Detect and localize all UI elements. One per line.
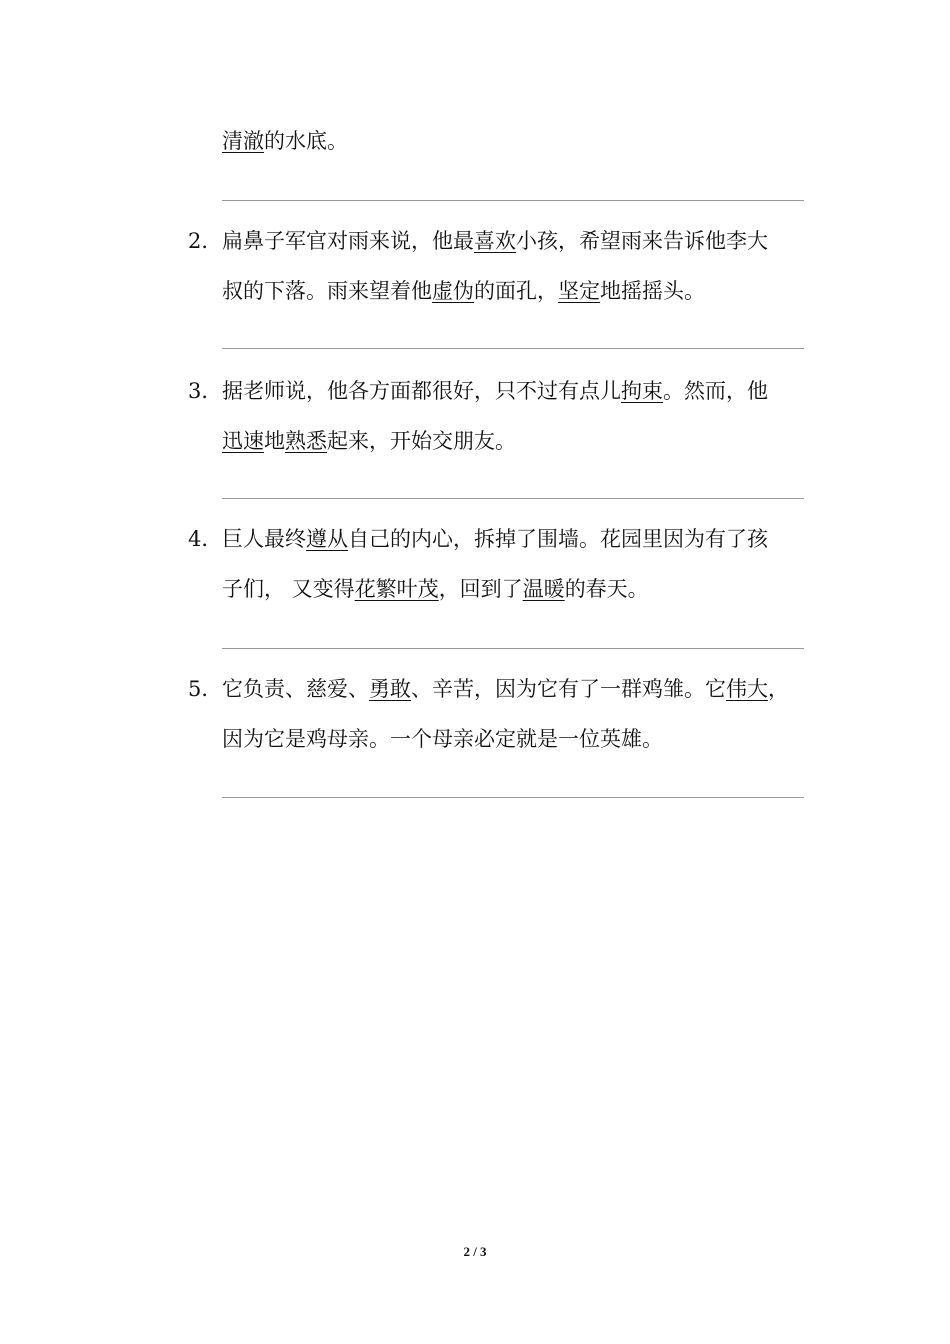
question-number: 4． <box>188 527 223 551</box>
text-segment: 据老师说，他各方面都很好，只不过有点儿 <box>222 379 621 403</box>
text-segment: 地摇摇头。 <box>600 279 705 303</box>
question-text-line <box>222 126 822 156</box>
question-text-line <box>222 376 822 406</box>
underlined-word: 花繁叶茂 <box>354 577 439 601</box>
question-text-line <box>222 574 822 604</box>
underlined-word: 拘束 <box>621 379 663 403</box>
text-segment: 的水底。 <box>264 129 348 153</box>
text-segment: 子们， 又变得 <box>222 577 355 601</box>
text-segment: ， <box>768 677 789 701</box>
question-number: 3． <box>188 379 223 403</box>
underlined-word: 清澈 <box>222 129 264 153</box>
answer-line <box>222 348 804 349</box>
question-text-line <box>222 524 822 554</box>
text-segment: 的春天。 <box>564 577 649 601</box>
question-text-line <box>222 426 822 456</box>
underlined-word: 迅速 <box>222 429 264 453</box>
text-segment: 地 <box>264 429 285 453</box>
text-segment: 。然而，他 <box>663 379 768 403</box>
underlined-word: 伟大 <box>726 677 768 701</box>
question-text-line <box>222 674 822 704</box>
underlined-word: 勇敢 <box>369 677 411 701</box>
question-number: 5． <box>188 677 223 701</box>
answer-line <box>222 498 804 499</box>
text-segment: 小孩，希望雨来告诉他李大 <box>516 229 768 253</box>
underlined-word: 坚定 <box>558 279 600 303</box>
question-text-line <box>222 724 822 754</box>
text-segment: 起来，开始交朋友。 <box>327 429 516 453</box>
text-segment: 自己的内心，拆掉了围墙。花园里因为有了孩 <box>348 527 768 551</box>
text-segment: 叔的下落。雨来望着他 <box>222 279 432 303</box>
underlined-word: 遵从 <box>306 527 348 551</box>
text-segment: 扁鼻子军官对雨来说，他最 <box>222 229 474 253</box>
text-segment: 的面孔， <box>474 279 558 303</box>
underlined-word: 熟悉 <box>285 429 327 453</box>
text-segment: 、辛苦，因为它有了一群鸡雏。它 <box>411 677 726 701</box>
text-segment: 因为它是鸡母亲。一个母亲必定就是一位英雄。 <box>222 727 663 751</box>
underlined-word: 温暖 <box>522 577 565 601</box>
answer-line <box>222 200 804 201</box>
page-number: 2 / 3 <box>463 1244 487 1259</box>
underlined-word: 喜欢 <box>474 229 516 253</box>
answer-line <box>222 797 804 798</box>
text-segment: ，回到了 <box>438 577 523 601</box>
underlined-word: 虚伪 <box>432 279 474 303</box>
text-segment: 它负责、慈爱、 <box>222 677 369 701</box>
question-text-line <box>222 226 822 256</box>
text-segment: 巨人最终 <box>222 527 306 551</box>
answer-line <box>222 648 804 649</box>
question-number: 2． <box>188 229 223 253</box>
question-text-line <box>222 276 822 306</box>
